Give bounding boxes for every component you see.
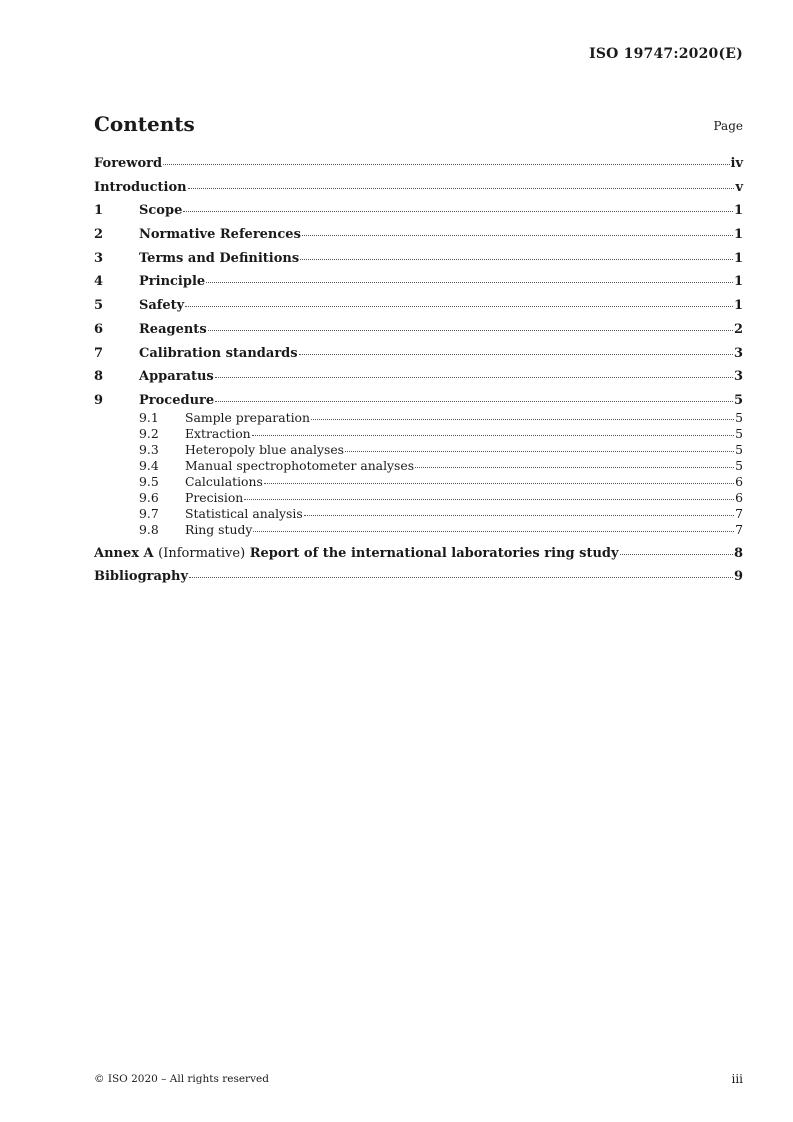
dot-leader — [215, 401, 733, 402]
toc-entry-page: iv — [730, 156, 743, 171]
clause-number: 7 — [94, 345, 104, 361]
toc-entry-page: 5 — [735, 425, 743, 441]
toc-entry-title: Procedure — [139, 392, 215, 408]
toc-entry-clause[interactable] — [94, 322, 743, 338]
dot-leader — [302, 235, 733, 236]
clause-number: 6 — [94, 321, 104, 337]
toc-entry-title: Calculations — [185, 473, 263, 489]
toc-entry-page: 5 — [735, 457, 743, 473]
toc-entry-title: Principle — [139, 274, 206, 290]
dot-leader — [253, 531, 734, 532]
toc-entry-page: 1 — [733, 227, 743, 243]
dot-leader — [345, 451, 734, 452]
clause-number: 1 — [94, 203, 104, 219]
toc-entry-annex[interactable] — [94, 546, 743, 562]
clause-number: 3 — [94, 250, 104, 266]
toc-entry-page: 5 — [735, 441, 743, 457]
clause-number: 8 — [94, 369, 104, 385]
toc-entry-page: 8 — [733, 545, 743, 561]
dot-leader — [264, 483, 734, 484]
toc-entry-subclause[interactable] — [94, 490, 743, 506]
annex-prefix: Annex A — [94, 545, 154, 561]
toc-entry-clause[interactable] — [94, 251, 743, 267]
toc-entry-title: Introduction — [94, 179, 187, 195]
toc-entry-title: Apparatus — [139, 369, 214, 385]
annex-title: Report of the international laboratories ring study — [249, 545, 619, 561]
subclause-number: 9.3 — [139, 441, 159, 457]
toc-entry-subclause[interactable] — [94, 458, 743, 474]
toc-entry-title: Reagents — [139, 321, 207, 337]
toc-entry-title: Foreword — [94, 156, 163, 171]
page-column-heading: Page — [713, 119, 743, 133]
clause-number: 9 — [94, 392, 104, 408]
toc-entry-subclause[interactable] — [94, 410, 743, 426]
page-number: iii — [731, 1072, 743, 1086]
dot-leader — [304, 515, 734, 516]
annex-label — [94, 546, 619, 562]
toc-entry-title: Scope — [139, 203, 183, 219]
toc-entry-clause[interactable] — [94, 369, 743, 385]
toc-entry-clause[interactable] — [94, 227, 743, 243]
toc-entry-page: 6 — [735, 489, 743, 505]
document-id: ISO 19747:2020(E) — [589, 46, 743, 62]
toc-entry-subclause[interactable] — [94, 442, 743, 458]
toc-entry-clause[interactable] — [94, 274, 743, 290]
toc-entry-title: Bibliography — [94, 569, 189, 585]
table-of-contents — [94, 156, 743, 593]
clause-number: 5 — [94, 298, 104, 314]
subclause-number: 9.2 — [139, 425, 159, 441]
toc-entry-page: 1 — [733, 298, 743, 314]
toc-entry-title: Ring study — [185, 521, 253, 537]
contents-title: Contents — [94, 112, 195, 136]
toc-entry-page: 5 — [733, 392, 743, 408]
toc-entry-page: 1 — [733, 250, 743, 266]
annex-qualifier: (Informative) — [158, 545, 246, 561]
toc-entry-subclause[interactable] — [94, 474, 743, 490]
dot-leader — [415, 467, 734, 468]
subclause-number: 9.1 — [139, 409, 159, 425]
toc-entry-page: 2 — [733, 321, 743, 337]
toc-entry-title: Statistical analysis — [185, 505, 303, 521]
dot-leader — [189, 577, 733, 578]
subclause-number: 9.6 — [139, 489, 159, 505]
toc-entry-bibliography[interactable] — [94, 569, 743, 585]
toc-entry-page: 9 — [733, 569, 743, 585]
toc-entry-page: 7 — [735, 521, 743, 537]
toc-entry-title: Normative References — [139, 227, 301, 243]
toc-entry-page: 6 — [735, 473, 743, 489]
toc-entry-title: Heteropoly blue analyses — [185, 441, 345, 457]
toc-entry-title: Precision — [185, 489, 244, 505]
toc-entry-title: Sample preparation — [185, 409, 310, 425]
toc-entry-page: 3 — [733, 345, 743, 361]
dot-leader — [252, 435, 734, 436]
dot-leader — [206, 282, 733, 283]
toc-entry-clause[interactable] — [94, 393, 743, 409]
subclause-number: 9.7 — [139, 505, 159, 521]
dot-leader — [311, 419, 734, 420]
toc-entry-page: 5 — [735, 409, 743, 425]
dot-leader — [208, 330, 733, 331]
subclause-number: 9.5 — [139, 473, 159, 489]
toc-entry-clause[interactable] — [94, 298, 743, 314]
toc-entry-subclause[interactable] — [94, 522, 743, 538]
toc-entry-foreword[interactable] — [94, 156, 743, 172]
toc-entry-subclause[interactable] — [94, 506, 743, 522]
toc-entry-subclause[interactable] — [94, 426, 743, 442]
dot-leader — [299, 354, 733, 355]
dot-leader — [620, 554, 733, 555]
dot-leader — [300, 259, 733, 260]
clause-number: 2 — [94, 227, 104, 243]
dot-leader — [183, 211, 733, 212]
toc-entry-title: Safety — [139, 298, 185, 314]
clause-number: 4 — [94, 274, 104, 290]
toc-entry-page: 1 — [733, 203, 743, 219]
toc-entry-page: 1 — [733, 274, 743, 290]
copyright-notice: © ISO 2020 – All rights reserved — [94, 1073, 269, 1085]
toc-entry-introduction[interactable] — [94, 180, 743, 196]
toc-entry-title: Manual spectrophotometer analyses — [185, 457, 415, 473]
toc-entry-title: Extraction — [185, 425, 251, 441]
dot-leader — [188, 188, 735, 189]
subclause-number: 9.8 — [139, 521, 159, 537]
toc-entry-clause[interactable] — [94, 346, 743, 362]
toc-entry-title: Terms and Definitions — [139, 250, 300, 266]
toc-entry-clause[interactable] — [94, 203, 743, 219]
subclause-number: 9.4 — [139, 457, 159, 473]
dot-leader — [215, 377, 733, 378]
toc-entry-title: Calibration standards — [139, 345, 298, 361]
toc-entry-page: v — [735, 179, 743, 195]
toc-entry-page: 7 — [735, 505, 743, 521]
dot-leader — [185, 306, 733, 307]
dot-leader — [163, 164, 729, 165]
toc-entry-page: 3 — [733, 369, 743, 385]
dot-leader — [244, 499, 734, 500]
